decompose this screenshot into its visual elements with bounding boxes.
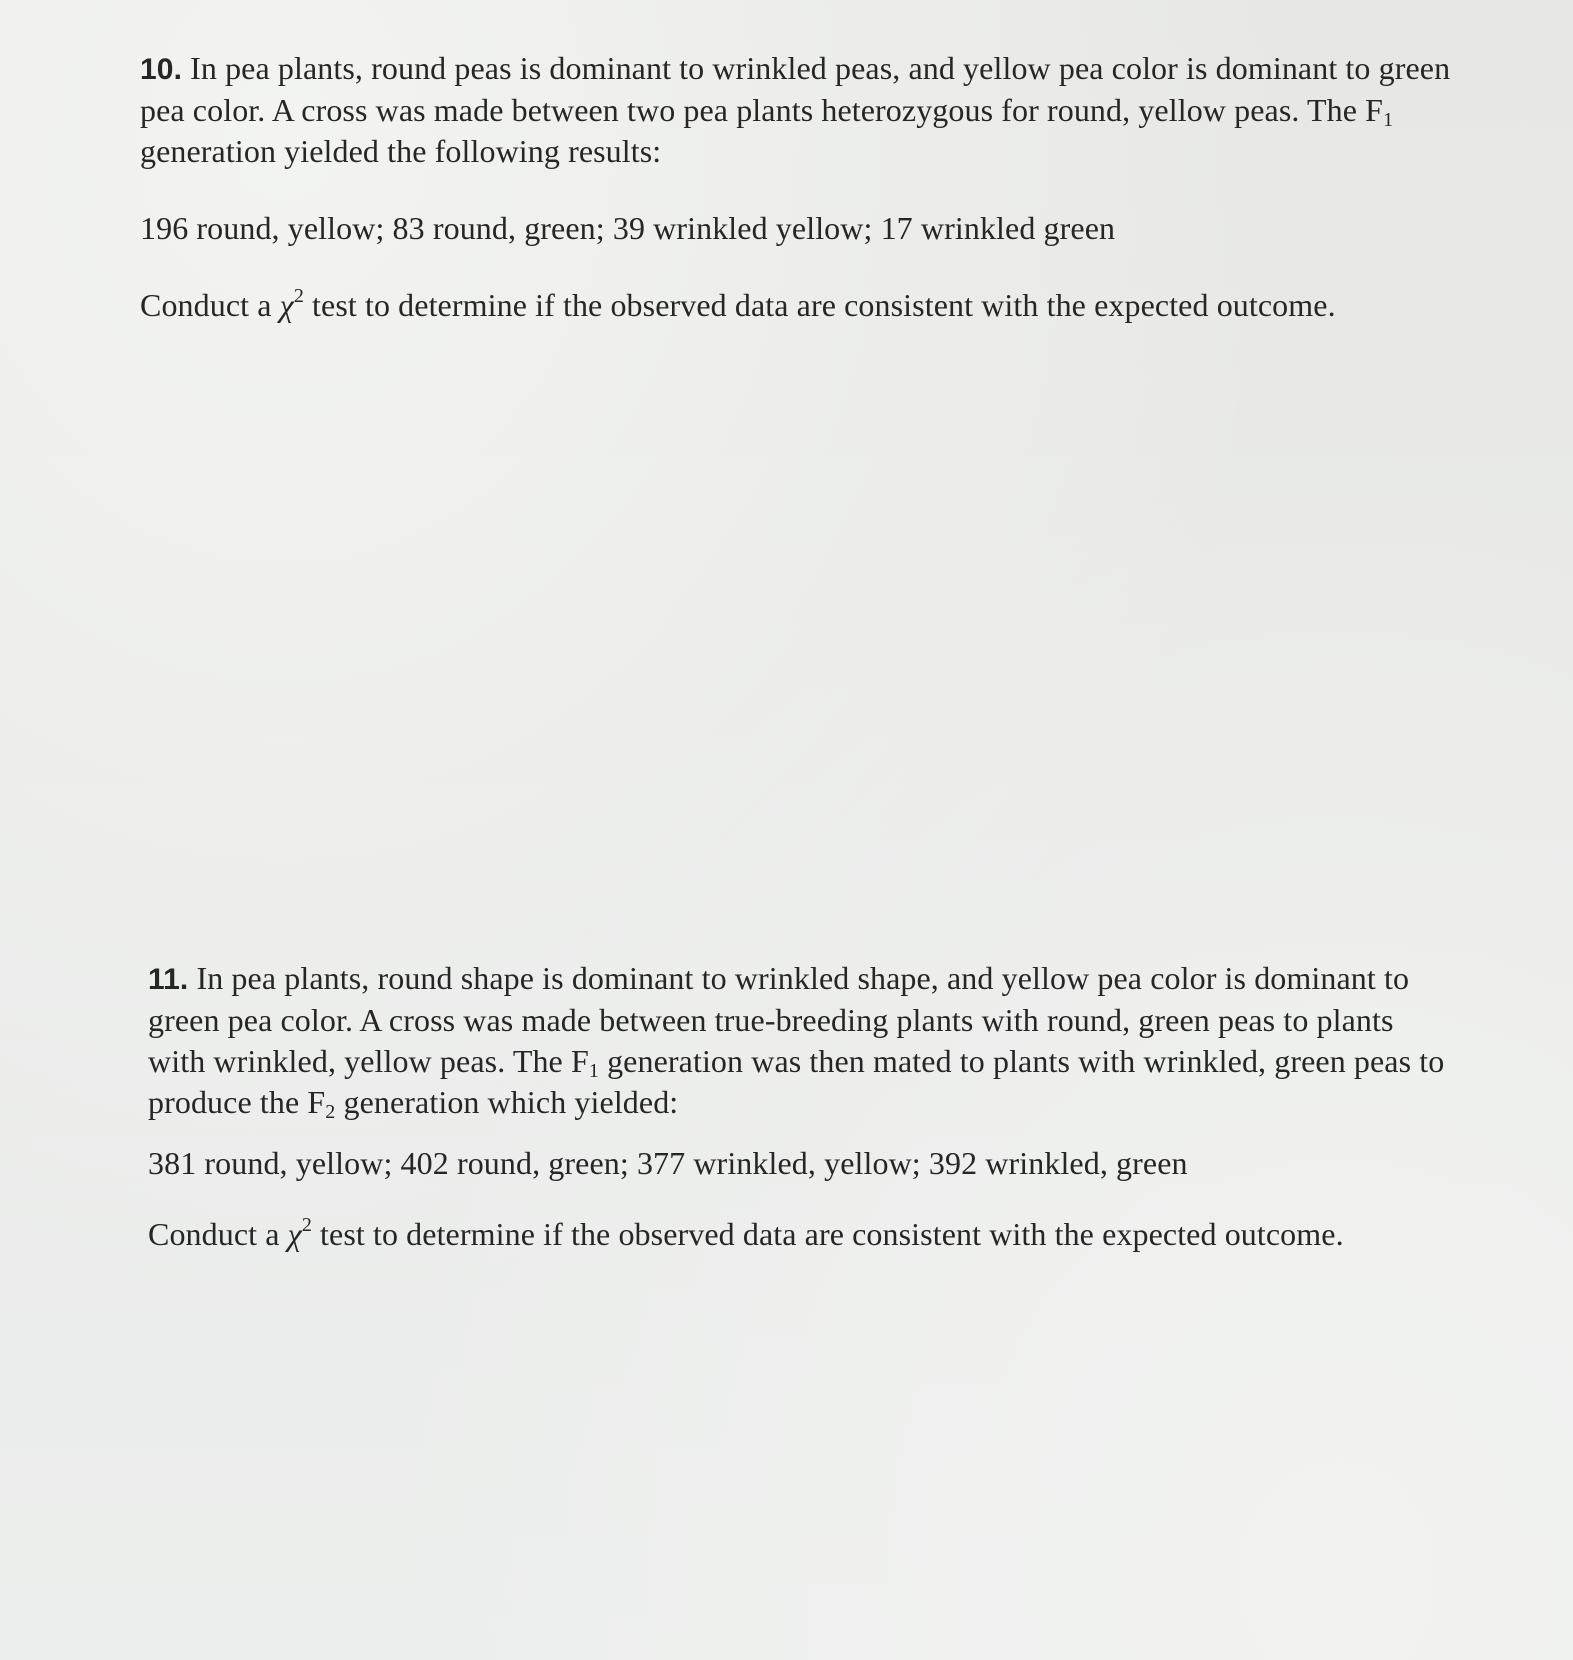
question-11-stem-text-a: In pea plants, round shape is dominant to wrinkled shape, and yellow pea color is dominant to green pea color. A cross was made between true-breeding plants with round, green peas to plants with wrinkled, yellow peas. The F (148, 960, 1410, 1079)
question-11-subscript-2: 2 (325, 1101, 336, 1123)
question-10-stem-text-b: generation yielded the following results: (140, 133, 662, 169)
question-11-stem (148, 958, 1448, 1123)
question-11-stem-text-b: generation was then mated to plants with wrinkled, green peas to produce the F (148, 1043, 1445, 1120)
question-10-subscript: 1 (1383, 109, 1394, 131)
question-11-data: 381 round, yellow; 402 round, green; 377 wrinkled, yellow; 392 wrinkled, green (148, 1145, 1188, 1181)
question-11-instruction-b: test to determine if the observed data are consistent with the expected outcome. (311, 1216, 1344, 1252)
question-10-instruction-b: test to determine if the observed data are consistent with the expected outcome. (303, 287, 1336, 323)
question-10-stem-text-a: In pea plants, round peas is dominant to wrinkled peas, and yellow pea color is dominant to green pea color. A cross was made between two pea plants heterozygous for round, yellow peas. The F (140, 50, 1451, 128)
chi-symbol: χ (287, 1216, 302, 1252)
question-11-instruction-a: Conduct a (148, 1216, 288, 1252)
chi-superscript: 2 (301, 1214, 312, 1236)
chi-symbol: χ (279, 287, 294, 323)
question-10-instruction-a: Conduct a (140, 287, 280, 323)
question-11-stem-text-c: generation which yielded: (335, 1084, 679, 1120)
question-11-number: 11. (148, 963, 189, 996)
chi-superscript: 2 (293, 285, 304, 307)
question-11 (148, 958, 1448, 1255)
question-10-stem (140, 48, 1500, 172)
question-10 (140, 48, 1500, 326)
question-10-data: 196 round, yellow; 83 round, green; 39 wrinkled yellow; 17 wrinkled green (140, 210, 1116, 246)
question-11-subscript-1: 1 (588, 1060, 599, 1082)
question-10-instruction (140, 285, 1500, 326)
question-11-instruction (148, 1214, 1448, 1255)
question-10-number: 10. (140, 53, 183, 86)
